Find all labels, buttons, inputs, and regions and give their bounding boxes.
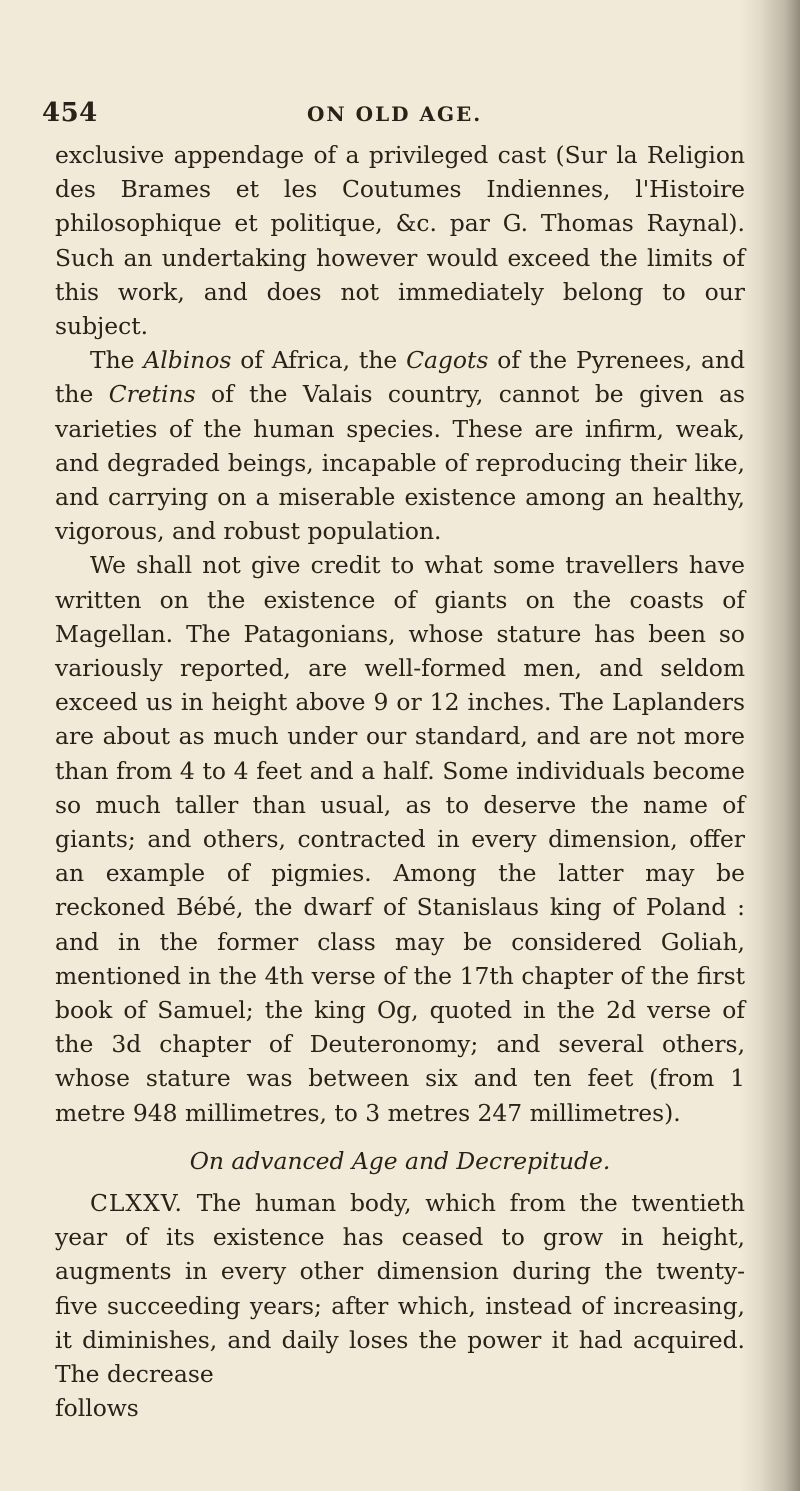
paragraph-2-segment: The	[90, 346, 144, 375]
paragraph-2-segment: of the Valais country, cannot be given as varieties of the human species. These are infirm, weak, and degraded beings, incapable of reproducing their like, and carrying on a miserable existence among an healthy, vigorous, and robust population.	[55, 380, 746, 546]
paragraph-2	[55, 343, 745, 548]
page-number: 454	[42, 98, 98, 128]
paragraph-3	[55, 548, 745, 1129]
section-number: CLXXV.	[90, 1188, 183, 1217]
paragraph-3-segment: We shall not give credit to what some travellers have written on the existence of giants on the coasts of Magellan. The Patagonians, whose stature has been so variously reported, are well-formed men, and seldom exceed us in height above 9 or 12 inches. The Laplanders are about as much under our standard, and are not more than from 4 to 4 feet and a half. Some individuals become so much taller than usual, as to deserve the name of giants; and others, contracted in every dimension, offer an example of pigmies. Among the latter may be reckoned Bébé, the dwarf of Stanislaus king of Poland : and in the former class may be considered Goliah, mentioned in the 4th verse of the 17th chapter of the first book of Samuel; the king Og, quoted in the 2d verse of the 3d chapter of Deuteronomy; and several others, whose stature was between six and ten feet (from 1 metre 948 millimetres, to 3 metres 247 millimetres).	[55, 551, 745, 1127]
section-title	[55, 1144, 745, 1178]
paragraph-2-segment: Cagots	[406, 346, 489, 375]
paragraph-2-segment: Cretins	[108, 380, 196, 409]
paragraph-1	[55, 138, 745, 343]
paragraph-2-segment: of Africa, the	[231, 346, 407, 375]
section-paragraph	[55, 1186, 745, 1391]
paragraph-2-segment: of the Pyrenees, and the	[55, 346, 745, 409]
page-header	[42, 98, 742, 138]
section-title-text: On advanced Age and Decrepitude.	[189, 1146, 611, 1175]
running-head: ON OLD AGE.	[307, 102, 483, 126]
text-body	[55, 138, 745, 1425]
section-text: The human body, which from the twentieth year of its existence has ceased to grow in height, augments in every other dimension during the twenty-five succeeding years; after which, instead of increasing, it diminishes, and daily loses the power it had acquired. The decrease	[55, 1188, 746, 1388]
paragraph-2-segment: Albinos	[143, 346, 232, 375]
paragraph-1-segment: exclusive appendage of a privileged cast (Sur la Religion des Brames et les Coutumes Indiennes, l'Histoire philosophique et politique, &c. par G. Thomas Raynal). Such an undertaking however would exceed the limits of this work, and does not immediately belong to our subject.	[55, 141, 745, 341]
catchword: follows	[55, 1394, 139, 1423]
